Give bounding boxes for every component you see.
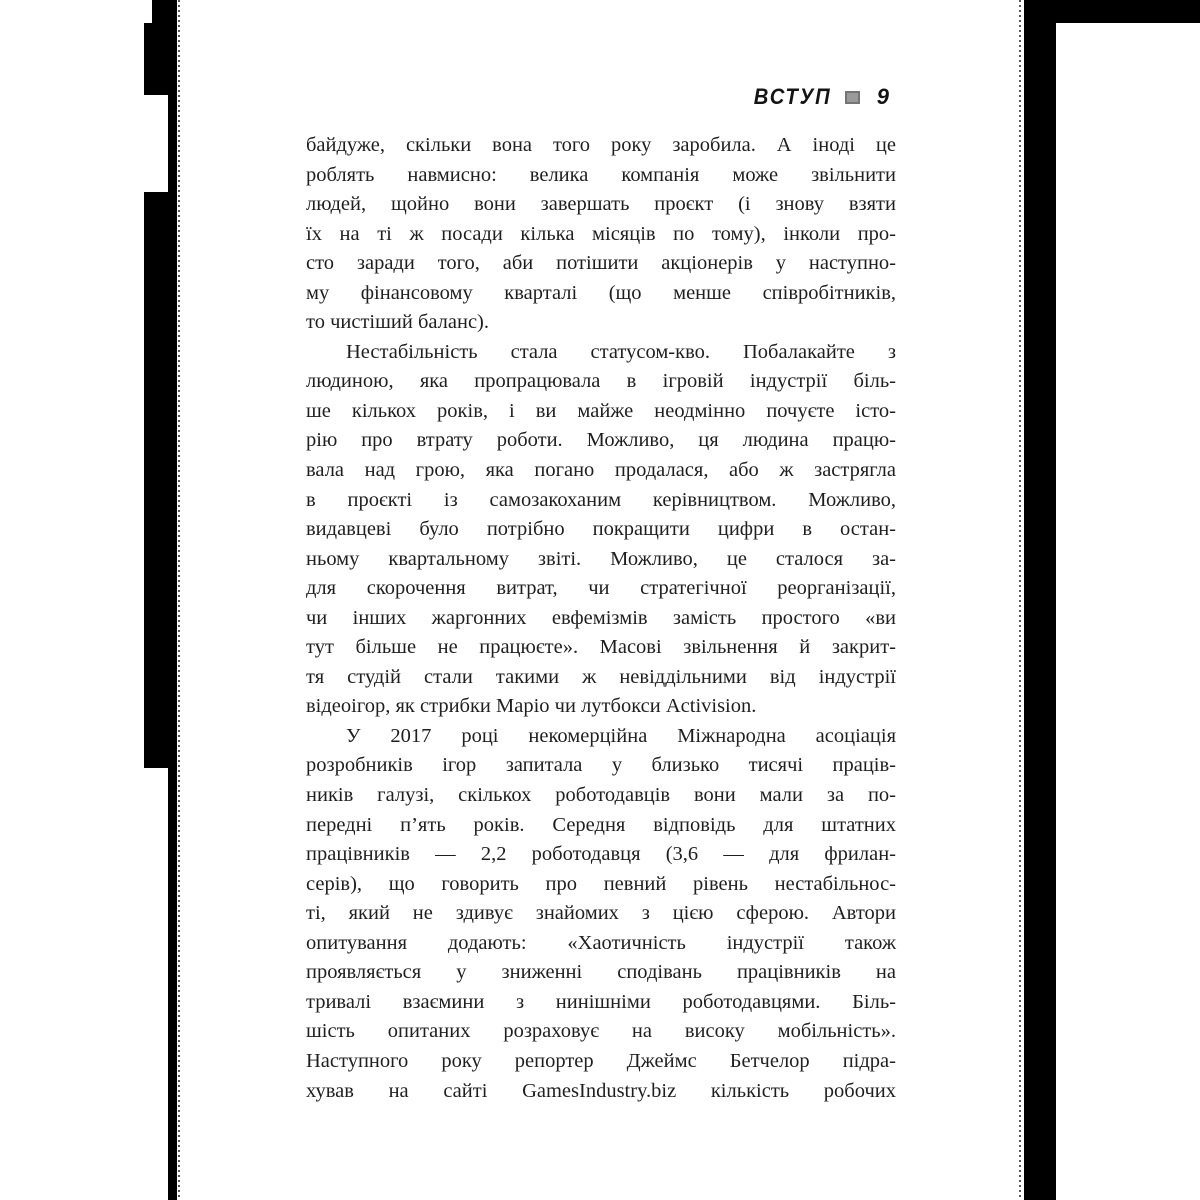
scan-edge-block-left-main bbox=[144, 192, 177, 768]
text-line: відеоігор, як стрибки Маріо чи лутбокси Activision. bbox=[306, 695, 757, 718]
text-line: людиною, яка пропрацювала в ігровій індустрії біль- bbox=[306, 370, 896, 393]
text-line: в проєкті із самозакоханим керівництвом. Можливо, bbox=[306, 488, 896, 511]
text-line: хував на сайті GamesIndustry.biz кількість робочих bbox=[306, 1079, 896, 1102]
text-line: видавцеві було потрібно покращити цифри в остан- bbox=[306, 518, 896, 541]
text-line: людей, щойно вони завершать проєкт (і знову взяти bbox=[306, 193, 896, 216]
scan-edge-block-top-left-1 bbox=[152, 0, 177, 23]
text-line: байдуже, скільки вона того року заробила. А іноді це bbox=[306, 134, 896, 156]
text-line: ше кількох років, і ви майже неодмінно почуєте істо- bbox=[306, 399, 896, 422]
text-line: опитування додають: «Хаотичність індустрії також bbox=[306, 931, 896, 954]
square-bullet-icon bbox=[845, 91, 860, 104]
page-text bbox=[306, 131, 896, 1106]
text-line: то чистіший баланс). bbox=[306, 311, 490, 334]
text-line: тут більше не працюєте». Масові звільнення й закрит- bbox=[306, 636, 896, 659]
text-line: Нестабільність стала статусом-кво. Побалакайте з bbox=[346, 340, 896, 363]
text-line: ників галузі, скількох роботодавців вони мали за по- bbox=[306, 784, 896, 807]
running-header bbox=[747, 84, 890, 110]
text-line: ньому квартальному звіті. Можливо, це сталося за- bbox=[306, 547, 896, 570]
text-line: для скорочення витрат, чи стратегічної реорганізації, bbox=[306, 577, 896, 600]
text-line: проявляється у зниженні сподівань працівників на bbox=[306, 961, 896, 984]
text-line: працівників — 2,2 роботодавця (3,6 — для фрилан- bbox=[306, 843, 896, 866]
text-line: шість опитаних розраховує на високу мобільність». bbox=[306, 1020, 896, 1043]
page-number: 9 bbox=[876, 84, 890, 109]
text-line: серів), що говорить про певний рівень нестабільнос- bbox=[306, 872, 896, 895]
text-line: вала над грою, яка погано продалася, або ж застрягла bbox=[306, 459, 896, 482]
text-line: роблять навмисно: велика компанія може звільнити bbox=[306, 163, 896, 186]
text-line: чи інших жаргонних евфемізмів замість простого «ви bbox=[306, 606, 896, 629]
text-line: розробників ігор запитала у близько тисячі праців- bbox=[306, 754, 896, 777]
scan-edge-block-top-left-2 bbox=[144, 23, 177, 95]
text-line: тя студій стали такими ж невіддільними від індустрії bbox=[306, 665, 896, 688]
perforation-dotted-line-right bbox=[1019, 0, 1021, 1200]
text-line: їх на ті ж посади кілька місяців по тому), інколи про- bbox=[306, 222, 896, 245]
text-line: тривалі взаємини з нинішніми роботодавцями. Біль- bbox=[306, 990, 896, 1013]
text-line: сто заради того, аби потішити акціонерів у наступно- bbox=[306, 252, 896, 275]
text-line: передні п’ять років. Середня відповідь для штатних bbox=[306, 813, 896, 836]
scan-edge-bar-right bbox=[1024, 23, 1056, 1200]
scan-edge-band-top-right bbox=[1024, 0, 1200, 23]
perforation-dotted-line-left bbox=[178, 0, 180, 1200]
section-title: ВСТУП bbox=[753, 84, 832, 109]
text-line: Наступного року репортер Джеймс Бетчелор підра- bbox=[306, 1049, 896, 1072]
text-line: рію про втрату роботи. Можливо, ця людина працю- bbox=[306, 429, 896, 452]
text-line: У 2017 році некомерційна Міжнародна асоціація bbox=[346, 724, 896, 747]
text-line: ті, який не здивує знайомих з цією сферою. Автори bbox=[306, 902, 896, 925]
text-line: му фінансовому кварталі (що менше співробітників, bbox=[306, 281, 896, 304]
